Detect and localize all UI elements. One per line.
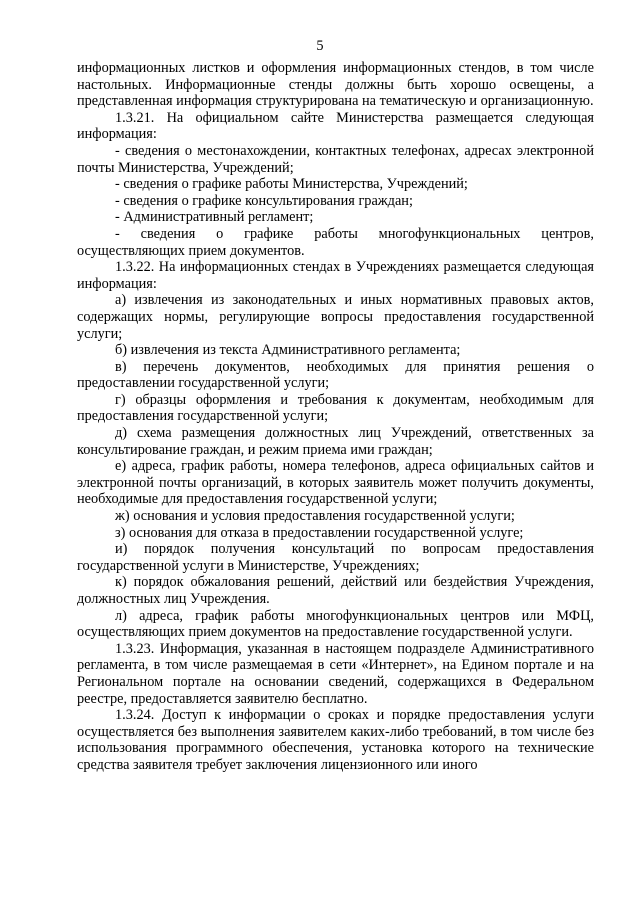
paragraph-p1: 1.3.21. На официальном сайте Министерства размещается следующая информация: bbox=[77, 109, 594, 143]
paragraph-p20: 1.3.24. Доступ к информации о сроках и порядке предоставления услуги осуществляется без выполнения заявителем каких-либо требований, в том числе без использования программного обеспечения, установка которого на технические средства заявителя требует заключения лицензионного или иного bbox=[77, 707, 594, 773]
paragraph-p4: - сведения о графике консультирования граждан; bbox=[115, 192, 413, 209]
paragraph-p15: з) основания для отказа в предоставлении государственной услуге; bbox=[115, 524, 524, 541]
page-number: 5 bbox=[316, 38, 324, 54]
paragraph-p3: - сведения о графике работы Министерства, Учреждений; bbox=[115, 176, 468, 193]
paragraph-p14: ж) основания и условия предоставления государственной услуги; bbox=[115, 508, 515, 525]
paragraph-p0: информационных листков и оформления информационных стендов, в том числе настольных. Информационные стенды должны быть хорошо освещены, а представленная информация структурирована на тематическую и организационную. bbox=[77, 60, 594, 110]
paragraph-p8: а) извлечения из законодательных и иных нормативных правовых актов, содержащих нормы, регулирующие вопросы предоставления государственной услуги; bbox=[77, 292, 594, 342]
paragraph-p12: д) схема размещения должностных лиц Учреждений, ответственных за консультирование граждан, и режим приема ими граждан; bbox=[77, 425, 594, 458]
paragraph-p17: к) порядок обжалования решений, действий или бездействия Учреждения, должностных лиц Учреждения. bbox=[77, 574, 594, 607]
paragraph-p10: в) перечень документов, необходимых для принятия решения о предоставлении государственной услуги; bbox=[77, 358, 594, 392]
paragraph-p19: 1.3.23. Информация, указанная в настоящем подразделе Административного регламента, в том числе размещаемая в сети «Интернет», на Едином портале и на Региональном портале на основании сведений, содержащихся в Федеральном реестре, предоставляется заявителю бесплатно. bbox=[77, 640, 594, 707]
paragraph-p7: 1.3.22. На информационных стендах в Учреждениях размещается следующая информация: bbox=[77, 259, 594, 292]
paragraph-p18: л) адреса, график работы многофункциональных центров или МФЦ, осуществляющих прием документов на предоставление государственной услуги. bbox=[77, 607, 594, 641]
paragraph-p6: - сведения о графике работы многофункциональных центров, осуществляющих прием документов. bbox=[77, 225, 594, 259]
paragraph-p11: г) образцы оформления и требования к документам, необходимым для предоставления государственной услуги; bbox=[77, 391, 594, 425]
paragraph-p13: е) адреса, график работы, номера телефонов, адреса официальных сайтов и электронной почты организаций, в которых заявитель может получить документы, необходимые для предоставления государственной услуги; bbox=[77, 458, 594, 508]
document-body bbox=[77, 60, 594, 774]
paragraph-p2: - сведения о местонахождении, контактных телефонах, адресах электронной почты Министерства, Учреждений; bbox=[77, 142, 594, 176]
paragraph-p16: и) порядок получения консультаций по вопросам предоставления государственной услуги в Министерстве, Учреждениях; bbox=[77, 541, 594, 574]
paragraph-p9: б) извлечения из текста Административного регламента; bbox=[115, 342, 461, 359]
paragraph-p5: - Административный регламент; bbox=[115, 209, 314, 226]
